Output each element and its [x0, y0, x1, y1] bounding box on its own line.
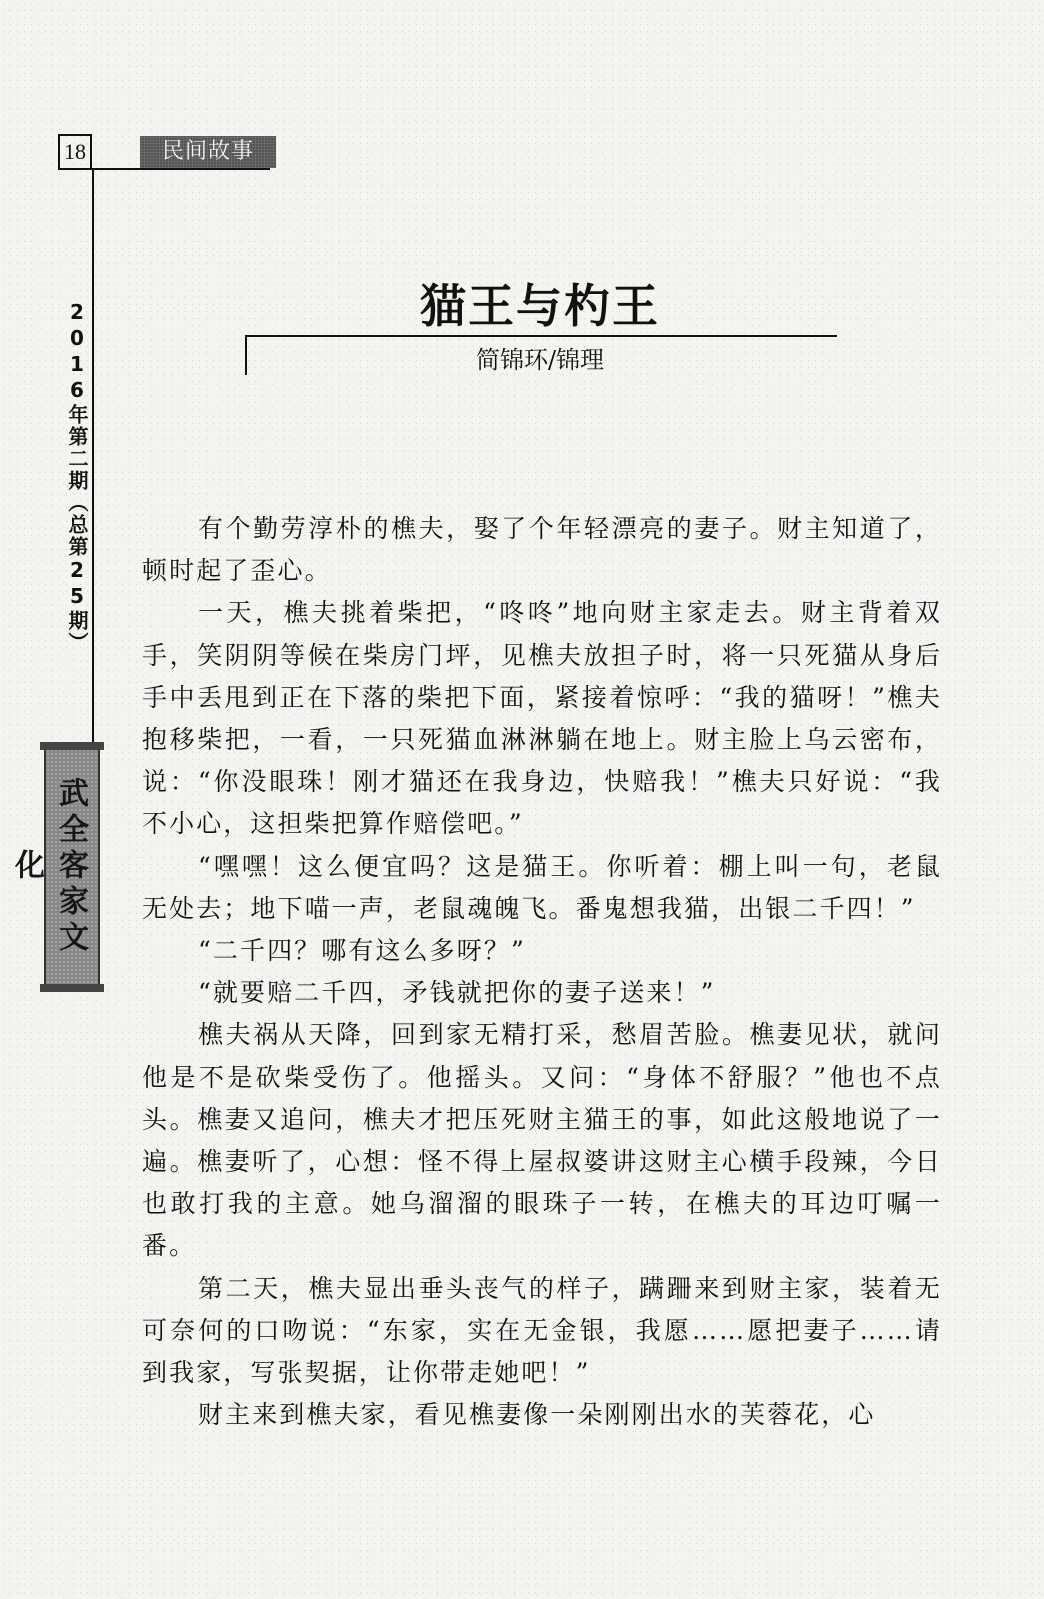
page-number: 18: [58, 134, 92, 170]
paragraph: 第二天，樵夫显出垂头丧气的样子，蹒跚来到财主家，装着无可奈何的口吻说：“东家，实在无金银，我愿……愿把妻子……请到我家，写张契据，让你带走她吧！”: [142, 1273, 942, 1388]
title-rule: [245, 335, 837, 337]
issue-info: 2016年第二期（总第25期）: [65, 300, 89, 654]
byline: 简锦环/锦理: [475, 346, 605, 374]
scroll-emblem: [9, 746, 100, 988]
paragraph: “就要赔二千四，矛钱就把你的妻子送来！”: [198, 978, 716, 1008]
paragraph: 樵夫祸从天降，回到家无精打采，愁眉苦脸。樵妻见状，就问他是不是砍柴受伤了。他摇头。又问：“身体不舒服？”他也不点头。樵妻又追问，樵夫才把压死财主猫王的事，如此这般地说了一遍。樵妻听了，心想：怪不得上屋叔婆讲这财主心横手段辣，今日也敢打我的主意。她乌溜溜的眼珠子一转，在樵夫的耳边叮嘱一番。: [142, 1020, 942, 1261]
column-tag: 民间故事: [140, 136, 276, 168]
emblem-text: 武全客家文化: [9, 777, 88, 957]
paragraph: 有个勤劳淳朴的樵夫，娶了个年轻漂亮的妻子。财主知道了，顿时起了歪心。: [142, 514, 942, 586]
paragraph: 一天，樵夫挑着柴把，“咚咚”地向财主家走去。财主背着双手，笑阴阴等候在柴房门坪，见樵夫放担子时，将一只死猫从身后手中丢甩到正在下落的柴把下面，紧接着惊呼：“我的猫呀！”樵夫抱移柴把，一看，一只死猫血淋淋躺在地上。财主脸上乌云密布，说：“你没眼珠！刚才猫还在我身边，快赔我！”樵夫只好说：“我不小心，这担柴把算作赔偿吧。”: [142, 598, 942, 839]
paragraph: “嘿嘿！这么便宜吗？这是猫王。你听着：棚上叫一句，老鼠无处去；地下喵一声，老鼠魂魄飞。番鬼想我猫，出银二千四！”: [142, 851, 942, 923]
article-title: 猫王与杓王: [420, 279, 660, 333]
header-rule: [92, 168, 270, 170]
side-rule: [92, 168, 94, 750]
paragraph: 财主来到樵夫家，看见樵妻像一朵刚刚出水的芙蓉花，心: [198, 1400, 876, 1430]
article-body: [142, 508, 942, 1436]
paragraph: “二千四？哪有这么多呀？”: [198, 936, 526, 966]
